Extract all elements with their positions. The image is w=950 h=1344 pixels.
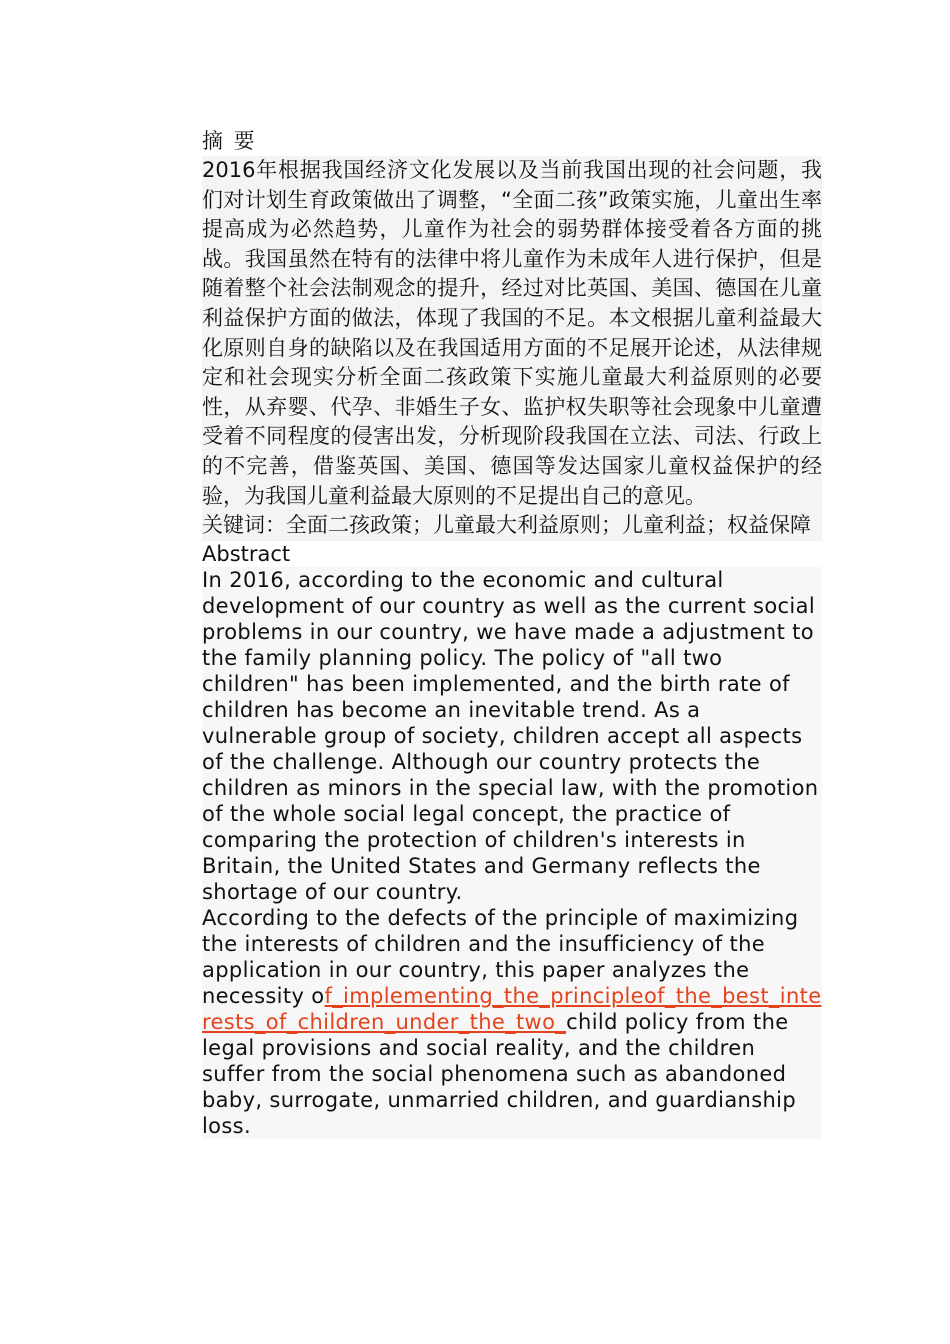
- abstract-zh-keywords: 关键词：全面二孩政策；儿童最大利益原则；儿童利益；权益保障: [202, 511, 822, 541]
- highlighted-phrase: f_implementing_the_principleof_the_best_interests_of_children_under_the_two_: [202, 983, 822, 1034]
- paragraph-2-text-after: child policy from the legal provisions and social reality, and the children suffer from the social phenomena such as abandoned baby, surrogate, unmarried children, and guardianship loss.: [202, 1009, 797, 1138]
- abstract-en-title: Abstract: [202, 541, 291, 566]
- abstract-zh-body: 2016年根据我国经济文化发展以及当前我国出现的社会问题，我们对计划生育政策做出了调整，“全面二孩”政策实施，儿童出生率提高成为必然趋势，儿童作为社会的弱势群体接受着各方面的挑战。我国虽然在特有的法律中将儿童作为未成年人进行保护，但是随着整个社会法制观念的提升，经过对比英国、美国、德国在儿童利益保护方面的做法，体现了我国的不足。本文根据儿童利益最大化原则自身的缺陷以及在我国适用方面的不足展开论述，从法律规定和社会现实分析全面二孩政策下实施儿童最大利益原则的必要性，从弃婴、代孕、非婚生子女、监护权失职等社会现象中儿童遭受着不同程度的侵害出发，分析现阶段我国在立法、司法、行政上的不完善，借鉴英国、美国、德国等发达国家儿童权益保护的经验，为我国儿童利益最大原则的不足提出自己的意见。: [202, 156, 822, 511]
- abstract-en-paragraph-1: In 2016, according to the economic and cultural development of our country as well as the current social problems in our country, we have made a adjustment to the family planning policy. The policy of "all two children" has been implemented, and the birth rate of children has become an inevitable trend. As a vulnerable group of society, children accept all aspects of the challenge. Although our country protects the children as minors in the special law, with the promotion of the whole social legal concept, the practice of comparing the protection of children's interests in Britain, the United States and Germany reflects the shortage of our country.: [202, 567, 822, 905]
- abstract-zh-title: 摘 要: [202, 129, 257, 153]
- paragraph-2-text-before: According to the defects of the principle of maximizing the interests of children and the insufficiency of the application in our country, this paper analyzes the necessity o: [202, 905, 799, 1008]
- abstract-en-paragraph-2: [202, 905, 822, 1139]
- abstract-content: [202, 126, 822, 1139]
